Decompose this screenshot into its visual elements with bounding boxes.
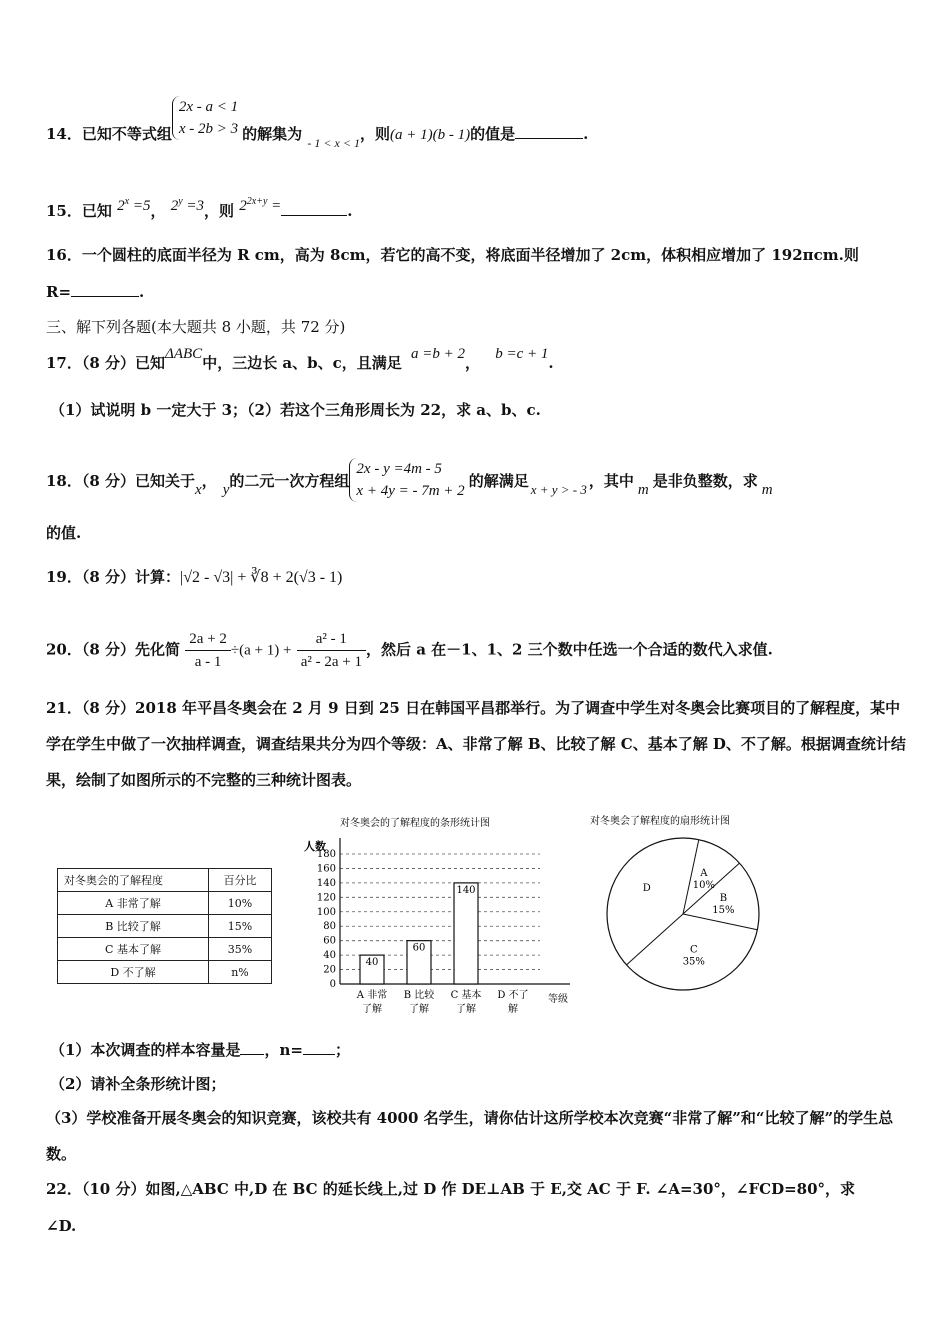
y-tick-label: 100 bbox=[316, 906, 336, 918]
y-tick-label: 40 bbox=[323, 950, 336, 962]
x-axis-label: 等级 bbox=[548, 994, 568, 1005]
x-tick-label: C 基本 bbox=[450, 990, 482, 1001]
question-17-sub: （1）试说明 b 一定大于 3；（2）若这个三角形周长为 22，求 a、b、c. bbox=[50, 401, 541, 419]
question-19: 19．（8 分）计算：|√2 - √3| + ∛8 + 2(√3 - 1) bbox=[46, 568, 343, 586]
question-21-sub2: （2）请补全条形统计图； bbox=[50, 1075, 226, 1093]
question-21-sub1: （1）本次调查的样本容量是 ，n= ； bbox=[50, 1041, 350, 1059]
stats-table bbox=[57, 868, 272, 984]
y-tick-label: 20 bbox=[323, 964, 336, 976]
question-21: 21．（8 分）2018 年平昌冬奥会在 2 月 9 日到 25 日在韩国平昌郡举行。为了调查中学生对冬奥会比赛项目的了解程度，某中学在学生中做了一次抽样调查，调查结果共分为四个等级：A、非常了解 B、比较了解 C、基本了解 D、不了解。根据调查统计结果，绘制了如图所示的不完整的三种统计图表。 bbox=[46, 699, 906, 789]
y-tick-label: 140 bbox=[316, 877, 336, 889]
data-label: 40 bbox=[365, 957, 379, 969]
inequality-system: 2x - a < 1 x - 2b > 3 bbox=[172, 96, 242, 140]
table-row: A 非常了解 10% bbox=[58, 892, 272, 915]
pie-label: B bbox=[719, 893, 728, 905]
question-18: 18．（8 分）已知关于x， y的二元一次方程组 2x - y =4m - 5 x + 4y = - 7m + 2 的解满足 x + y > - 3 ，其中 m 是非负整数，求 m bbox=[46, 460, 773, 504]
chart-title: 对冬奥会的了解程度的条形统计图 bbox=[340, 818, 490, 829]
y-tick-label: 120 bbox=[316, 892, 336, 904]
pie-percent: 10% bbox=[692, 879, 716, 891]
table-header: 百分比 bbox=[209, 869, 272, 892]
table-header: 对冬奥会的了解程度 bbox=[58, 869, 209, 892]
table-row: B 比较了解 15% bbox=[58, 915, 272, 938]
pie-label: D bbox=[642, 883, 651, 895]
data-label: 140 bbox=[456, 884, 476, 896]
pie-label: C bbox=[689, 944, 698, 956]
y-axis-label: 人数 bbox=[304, 840, 326, 853]
question-14: 14．已知不等式组 2x - a < 1 x - 2b > 3 的解集为 $_{- 1 < x < 1}$，则(a + 1)(b - 1)的值是 . bbox=[46, 124, 588, 145]
equation-system: 2x - y =4m - 5 x + 4y = - 7m + 2 bbox=[349, 458, 468, 502]
question-22: 22．（10 分）如图,△ABC 中,D 在 BC 的延长线上,过 D 作 DE⊥AB 于 E,交 AC 于 F. ∠A=30°，∠FCD=80°，求 bbox=[46, 1180, 856, 1198]
pie-percent: 35% bbox=[682, 956, 705, 968]
x-tick-label: 了解 bbox=[362, 1004, 382, 1015]
question-22-cont: ∠D. bbox=[46, 1217, 77, 1235]
y-tick-label: 0 bbox=[329, 979, 336, 990]
y-tick-label: 80 bbox=[323, 921, 336, 933]
x-tick-label: 解 bbox=[508, 1004, 518, 1015]
question-15: 15．已知 $2^x =5$， $2^y =3$，则 $2^{2x+y}$ = . bbox=[46, 196, 353, 220]
x-tick-label: D 不了 bbox=[497, 990, 529, 1001]
y-tick-label: 180 bbox=[316, 849, 336, 860]
data-label: 60 bbox=[412, 942, 426, 954]
question-20: 20．（8 分）先化简 $\frac{2a + 2}{a - 1}$ ÷(a + 1) + $\frac{\text{a² - 1}}{\text{a² - 2a + 1}}$ ，然后 a 在－1、1、2 三个数中任选一个合适的数代入求值. bbox=[46, 628, 773, 673]
section-heading: 三、解下列各题(本大题共 8 小题，共 72 分) bbox=[46, 318, 346, 336]
pie-percent: 15% bbox=[712, 905, 735, 917]
chart-title: 对冬奥会了解程度的扇形统计图 bbox=[590, 816, 730, 827]
question-17: 17．（8 分）已知ΔABC中，三边长 a、b、c，且满足 a =b + 2， b =c + 1. bbox=[46, 346, 554, 372]
y-tick-label: 160 bbox=[316, 863, 336, 875]
x-tick-label: 了解 bbox=[456, 1004, 476, 1015]
question-21-sub3: （3）学校准备开展冬奥会的知识竞赛，该校共有 4000 名学生，请你估计这所学校本次竞赛“非常了解”和“比较了解”的学生总数。 bbox=[46, 1109, 894, 1163]
question-16-answer: R= . bbox=[46, 283, 145, 301]
table-row: C 基本了解 35% bbox=[58, 938, 272, 961]
question-18-cont: 的值. bbox=[46, 524, 82, 542]
y-tick-label: 60 bbox=[323, 935, 336, 947]
x-tick-label: A 非常 bbox=[356, 990, 388, 1001]
x-tick-label: B 比较 bbox=[403, 990, 435, 1001]
pie-label: A bbox=[700, 867, 708, 879]
fraction-1: $\frac{2a + 2}{a - 1}$ bbox=[185, 628, 231, 673]
pie-chart bbox=[590, 810, 800, 1010]
question-16: 16．一个圆柱的底面半径为 R cm，高为 8cm，若它的高不变，将底面半径增加了 2cm，体积相应增加了 192πcm.则 bbox=[46, 246, 859, 264]
table-row: D 不了解 n% bbox=[58, 961, 272, 984]
fraction-2: $\frac{\text{a² - 1}}{\text{a² - 2a + 1}}$ bbox=[297, 628, 366, 673]
x-tick-label: 了解 bbox=[409, 1004, 429, 1015]
bar-chart bbox=[300, 812, 590, 1020]
bar bbox=[454, 883, 478, 984]
